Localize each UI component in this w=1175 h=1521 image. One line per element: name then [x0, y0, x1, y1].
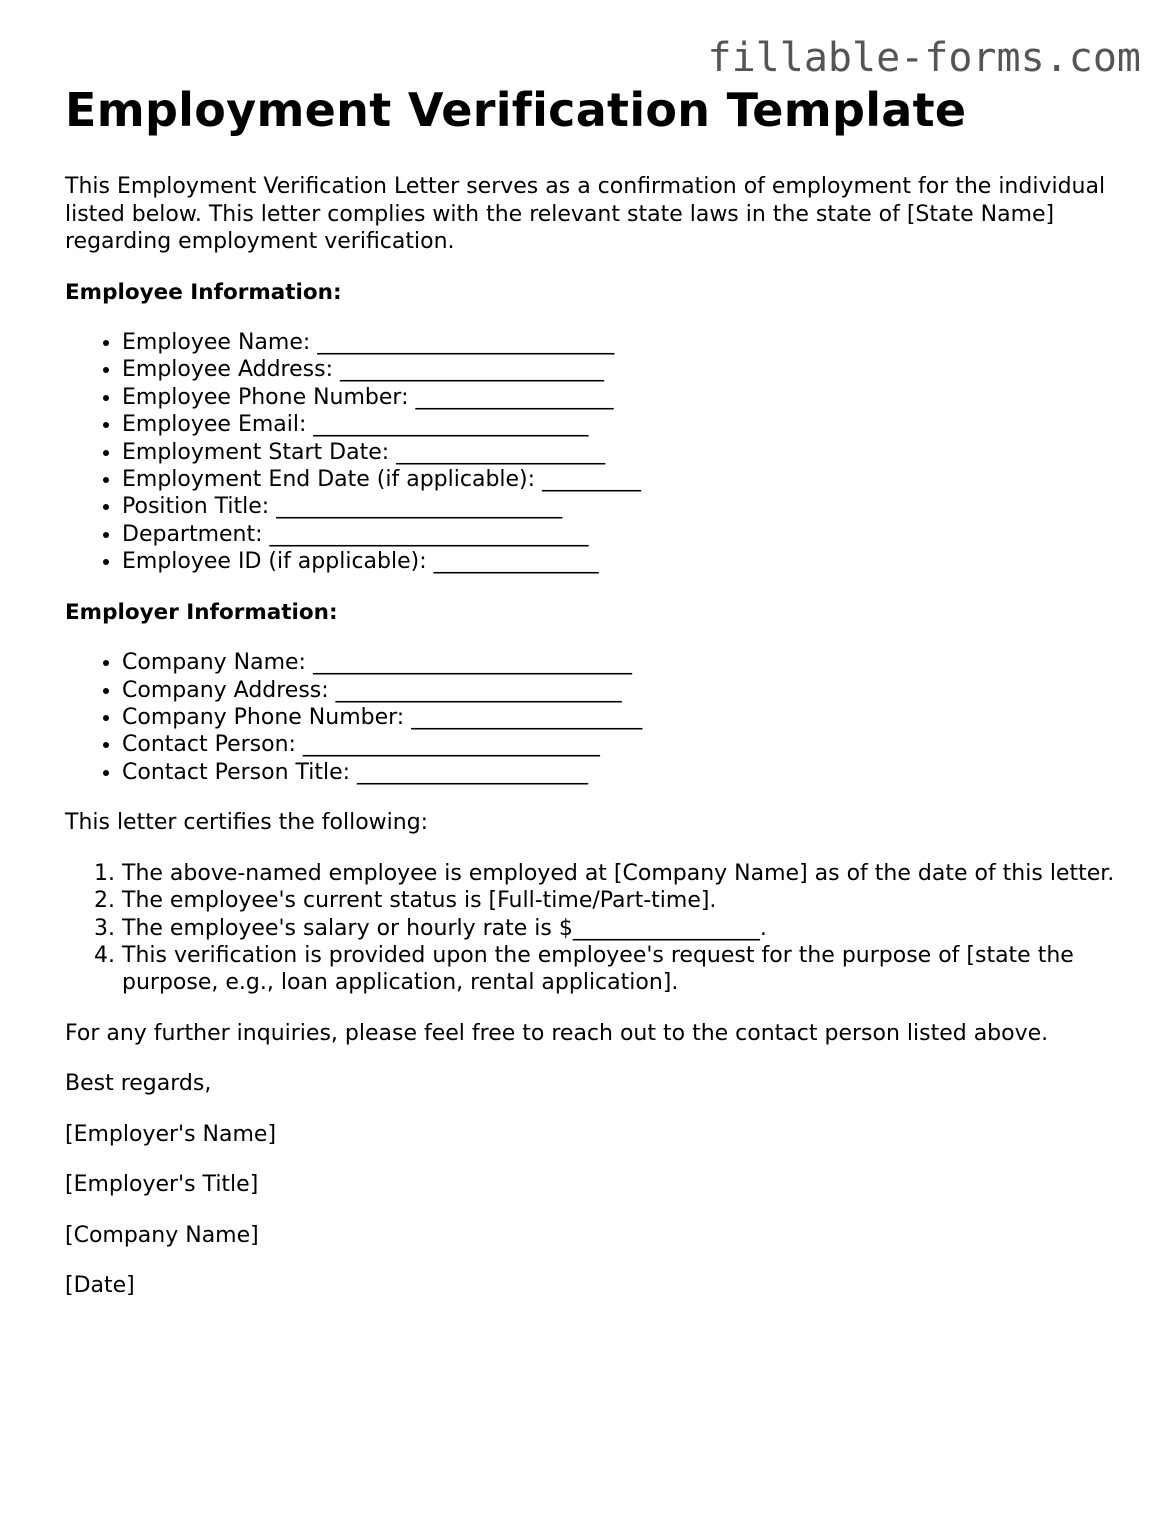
- list-item: • Company Name: _____________________________: [122, 649, 1125, 676]
- list-item: • Employee Email: _________________________: [122, 411, 1125, 438]
- employee-section-heading: Employee Information:: [65, 279, 342, 305]
- watermark-text: fillable-forms.com: [707, 35, 1141, 81]
- list-item: • Employee Phone Number: __________________: [122, 384, 1125, 411]
- list-item: • Employment End Date (if applicable): _________: [122, 466, 1125, 493]
- employee-info-list: [65, 329, 1125, 576]
- regards-line: Best regards,: [65, 1071, 212, 1097]
- date-placeholder: [Date]: [65, 1273, 135, 1299]
- certifies-list: [65, 860, 1125, 997]
- list-item: 2. The employee's current status is [Full-time/Part-time].: [122, 887, 1125, 914]
- list-item: • Department: _____________________________: [122, 521, 1125, 548]
- document-title: Employment Verification Template: [65, 83, 967, 137]
- list-item: • Employee Name: ___________________________: [122, 329, 1125, 356]
- list-item: 3. The employee's salary or hourly rate is $_________________.: [122, 915, 1125, 942]
- employer-section-heading: Employer Information:: [65, 599, 338, 625]
- employer-title-placeholder: [Employer's Title]: [65, 1172, 259, 1198]
- list-item: • Company Phone Number: _____________________: [122, 704, 1125, 731]
- company-name-placeholder: [Company Name]: [65, 1222, 259, 1248]
- list-item: 1. The above-named employee is employed at [Company Name] as of the date of this letter.: [122, 860, 1125, 887]
- list-item: • Employee ID (if applicable): _______________: [122, 548, 1125, 575]
- list-item: • Contact Person: ___________________________: [122, 731, 1125, 758]
- inquiries-paragraph: For any further inquiries, please feel free to reach out to the contact person listed above.: [65, 1020, 1049, 1046]
- list-item: • Employee Address: ________________________: [122, 356, 1125, 383]
- list-item: • Company Address: __________________________: [122, 677, 1125, 704]
- list-item: • Contact Person Title: _____________________: [122, 759, 1125, 786]
- list-item: • Position Title: __________________________: [122, 493, 1125, 520]
- document-page: [65, 82, 1125, 1300]
- certifies-lead: This letter certifies the following:: [65, 810, 429, 836]
- list-item: • Employment Start Date: ___________________: [122, 439, 1125, 466]
- list-item: 4. This verification is provided upon the employee's request for the purpose of [state the purpose, e.g., loan application, rental application].: [122, 942, 1125, 997]
- employer-info-list: [65, 649, 1125, 786]
- intro-paragraph: This Employment Verification Letter serves as a confirmation of employment for the individual listed below. This letter complies with the relevant state laws in the state of [State Name] regarding employment verification.: [65, 174, 1106, 254]
- employer-name-placeholder: [Employer's Name]: [65, 1121, 277, 1147]
